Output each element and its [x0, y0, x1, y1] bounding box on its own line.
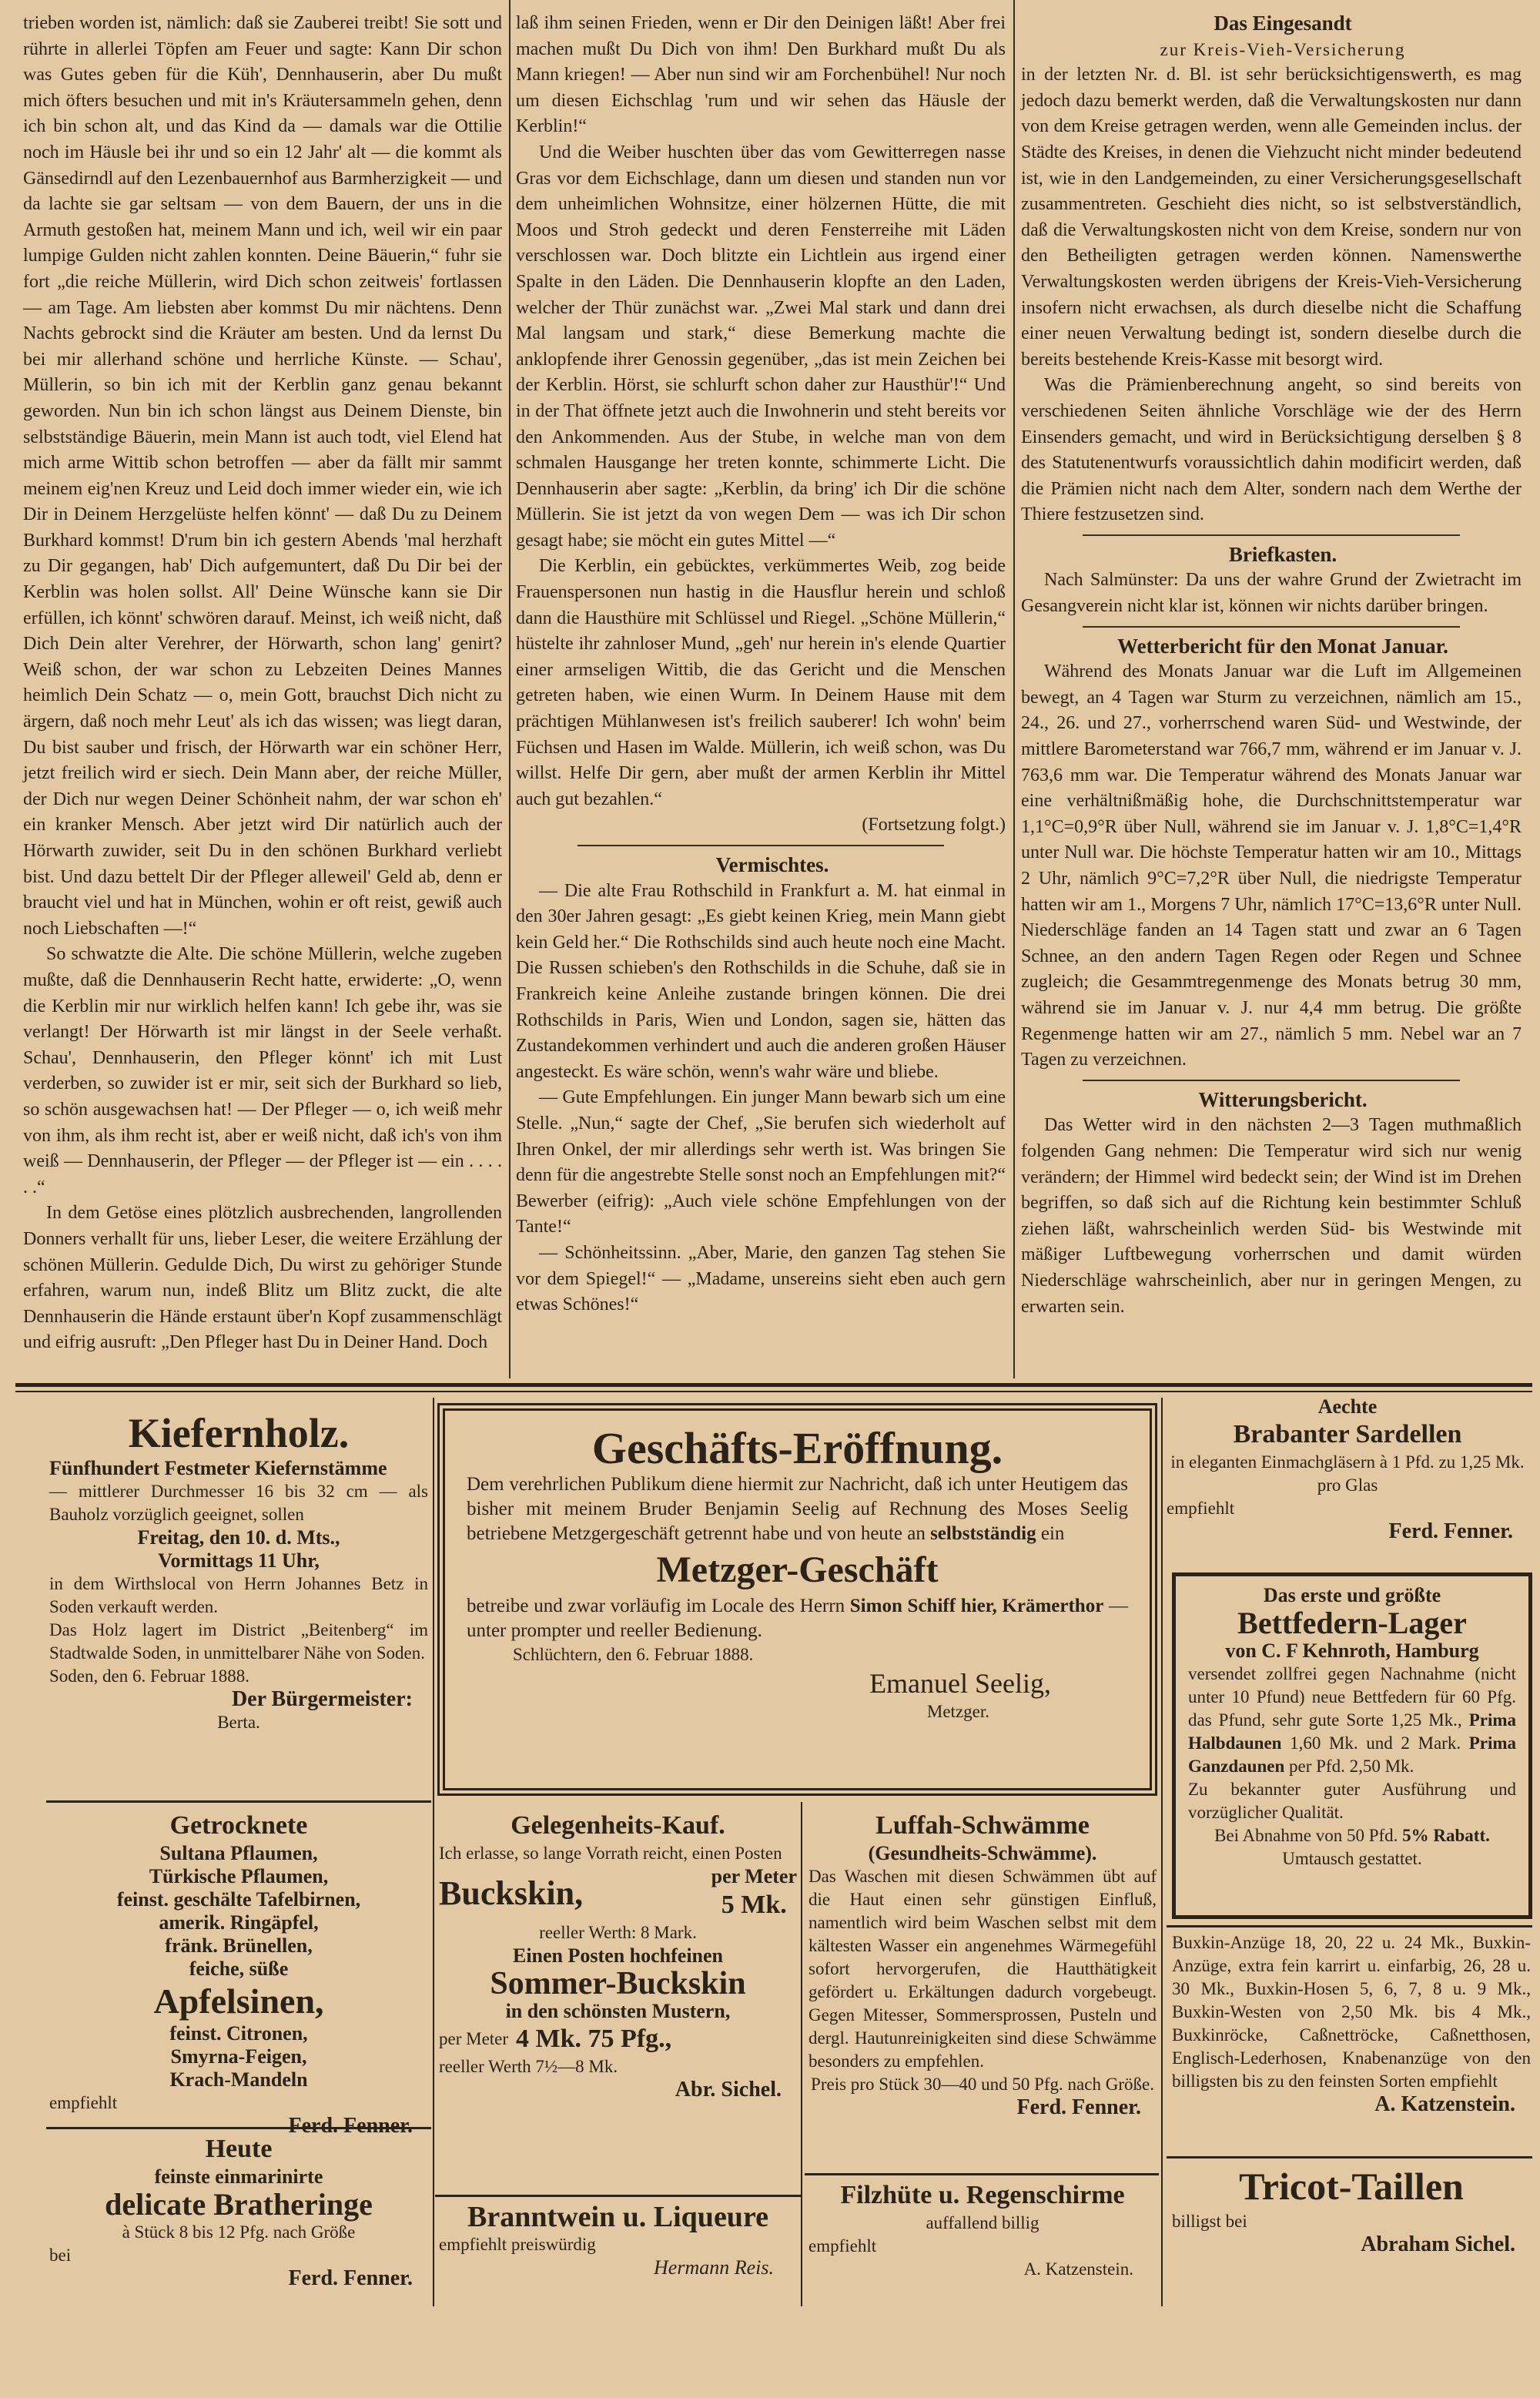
misc-item: — Gute Empfehlungen. Ein junger Mann bewarb sich um eine Stelle. „Nun,“ sagte der Chef, „Sie berufen sich wiederholt auf Ihren Onkel, der mir allerdings sehr werth ist. Was bringen Sie denn für die angestrebte Stelle sonst noch an Empfehlungen mit?“ Bewerber (eifrig): „Auch viele schöne Empfehlungen von der Tante!“ — [516, 1087, 1006, 1238]
story-paragraph: Und die Weiber huschten über das vom Gewitterregen nasse Gras vor dem Eichschlage, dann um diesen und standen nun vor dem unheimlichen Wohnsitze, einer hölzernen Hütte, die mit Moos und Stroh gedeckt und deren Fensterreihe mit Läden verschlossen war. Doch blitzte ein Lichtlein aus irgend einer Spalte in den Läden. Die Dennhauserin klopfte an den Laden, welcher der Thür zunächst war. „Zwei Mal stark und dann drei Mal langsam und stark,“ diese Bemerkung machte die anklopfende ihrer Genossin gegenüber, „das ist mein Zeichen bei der Kerblin. Hörst, sie schlurft schon daher zur Hausthür'!“ Und in der That öffnete jetzt auch die Inwohnerin und steht bereits vor den Ankommenden. Aus der Stube, in welche man von dem schmalen Hausgange her treten konnte, schimmerte Licht. Die Dennhauserin aber sagte: „Kerblin, da bring' ich Dir die schöne Müllerin. Sie ist jetzt da von wegen Dem — was ich Dir schon gesagt habe; sie möcht ein gutes Mittel —“ — [516, 142, 1006, 551]
ad-pre: Aechte — [1317, 1395, 1378, 1418]
page-rule — [15, 1383, 1532, 1387]
misc-heading: Vermischtes. — [715, 853, 829, 876]
ad-signature: A. Katzenstein. — [1023, 2259, 1133, 2279]
ad-place-date: Schlüchtern, den 6. Februar 1888. — [513, 1645, 754, 1664]
ad-item: Smyrna-Feigen, — [170, 2045, 307, 2068]
ad-divider — [433, 1398, 434, 2306]
ad-text: in dem Wirthslocal von Herrn Johannes Betz in Soden verkauft werden. — [49, 1574, 428, 1616]
story-paragraph: trieben worden ist, nämlich: daß sie Zauberei treibt! Sie sott und rührte in allerlei Töpfen am Feuer und sagte: Kann Dir schon was Gutes geben für die Küh', Dennhauserin, aber Du mußt mich öfters besuchen und mit in's Kräutersammeln gehen, denn ich bin schon alt, und das Kind da — damals war die Ottilie noch im Häusle bei ihr und so ein 12 Jahr' alt — die kommt als Gänsedirndl auf den Lezenbauernhof aus Barmherzigkeit — und da lachte sie gar seltsam — von dem Bauern, der uns in die Armuth gestoßen hat, meinem Mann und ich, weil wir ein paar lumpige Gulden nicht zahlen konnten. Deine Bäuerin,“ fuhr sie fort „die reiche Müllerin, wird Dich schon zeitweis' fortlassen — am Tage. Am liebsten aber kommst Du mir nächtens. Denn Nachts gebrockt sind die Kräuter am besten. Und da lernst Du bei mir allerhand schöne und herrliche Künste. — Schau', Müllerin, so bin ich mit der Kerblin ganz genau bekannt geworden. Nun bin ich schon längst aus Deinem Dienste, bin selbstständige Bäuerin, mein Mann ist auch todt, viel Elend hat mich arme Wittib schon betroffen — aber da fällt mir sammt meinem eig'nen Kreuz und Leid doch immer wieder ein, wie ich Dir in Deinem Herzgelüste helfen könnt' — daß Du zu Deinem Burkhard kommst! D'rum bin ich gestern Abends 'mal herzhaft zu Dir gegangen, hab' Dich aufgemuntert, daß Du Dir bei der Kerblin was holen sollst. All' Deine Wünsche kann sie Dir erfüllen, ich könnt' schwören darauf. Meinst, ich weiß nicht, daß Dich Dein alter Verehrer, der Hörwarth, schon lang' genirt? Weiß schon, der war schon zu Lebzeiten Deines Mannes heimlich Dein Schatz — o, mein Gott, brauchst Dich nicht zu ärgern, daß noch mehr Leut' als ich das wissen; was liegt daran, Du bist sauber und frisch, der Hörwarth war ein schöner Herr, jetzt freilich wird er siech. Dein Mann aber, der reiche Müller, der Dich nur wegen Deiner Schönheit nahm, der war schon eh' ein kranker Mensch. Aber jetzt wird Dir natürlich auch der Hörwarth zuwider, seit Du in den schönen Burkhard verliebt bist. Und dazu bettelt Dir der Pfleger alleweil' Geld ab, denn er braucht viel und hat in München, wohin er oft reist, gewiß auch noch Liebschaften —!“ — [23, 13, 502, 939]
witterung-heading: Witterungsbericht. — [1198, 1087, 1368, 1111]
ad-text: Zu bekannter guter Ausführung und vorzüglicher Qualität. — [1188, 1780, 1516, 1822]
ad-item: fränk. Brünellen, — [165, 1934, 313, 1957]
ad-bettfedern — [1172, 1572, 1532, 1919]
page-rule — [15, 1391, 1532, 1392]
story-column-1 — [23, 11, 502, 1356]
ad-highlight: delicate Bratheringe — [105, 2187, 373, 2222]
section-divider — [1083, 626, 1460, 628]
ad-title: Branntwein u. Liqueure — [467, 2201, 768, 2233]
ad-title: Bettfedern-Lager — [1237, 1606, 1467, 1640]
ad-place-date: Soden, den 6. Februar 1888. — [49, 1666, 249, 1686]
ad-text: auffallend billig — [926, 2213, 1040, 2232]
ad-buxkin — [1172, 1931, 1531, 2116]
ad-item: feinst. Citronen, — [169, 2022, 308, 2045]
ad-sardellen — [1167, 1395, 1528, 1543]
ad-divider — [435, 2195, 801, 2197]
ad-title: Gelegenheits-Kauf. — [511, 1811, 725, 1840]
ad-text: in den schönsten Mustern, — [505, 2000, 731, 2022]
ad-text: per Meter — [711, 1865, 797, 1887]
ad-text: empfiehlt preiswürdig — [439, 2235, 596, 2254]
eingesandt-subheading: zur Kreis-Vieh-Versicherung — [1160, 39, 1406, 59]
briefkasten-text: Nach Salmünster: Da uns der wahre Grund der Zwietracht im Gesangverein nicht klar ist, können wir nichts darüber bringen. — [1021, 570, 1522, 617]
ad-geschaefts-eroeffnung — [437, 1403, 1157, 1796]
ad-item: feinst. geschälte Tafelbirnen, — [116, 1888, 361, 1911]
ad-item: Sultana Pflaumen, — [159, 1842, 318, 1864]
ad-luffah — [808, 1810, 1157, 2119]
ad-text: — mittlerer Durchmesser 16 bis 32 cm — als Bauholz vorzüglich geeignet, sollen — [49, 1482, 428, 1524]
ad-time: Vormittags 11 Uhr, — [158, 1549, 320, 1572]
ad-item: feiche, süße — [189, 1958, 289, 1980]
ad-price: Preis pro Stück 30—40 und 50 Pfg. nach Größe. — [811, 2075, 1154, 2094]
section-divider — [578, 845, 944, 846]
ad-text: empfiehlt — [808, 2236, 877, 2256]
ad-price: 5 Mk. — [721, 1891, 787, 1919]
column-divider — [509, 0, 511, 1378]
ad-signature: Abraham Sichel. — [1361, 2232, 1515, 2256]
ad-text: bei — [49, 2246, 72, 2265]
ad-highlight: Apfelsinen, — [153, 1981, 324, 2021]
ad-gelegenheits-kauf — [439, 1810, 797, 2102]
ad-title: Heute — [205, 2135, 273, 2163]
ad-branntwein — [439, 2201, 797, 2279]
ad-text: billigst bei — [1172, 2212, 1247, 2231]
ad-shop-name: Metzger-Geschäft — [656, 1549, 939, 1590]
ad-text: Fünfhundert Festmeter Kiefernstämme — [49, 1457, 387, 1479]
eingesandt-heading: Das Eingesandt — [1214, 12, 1352, 35]
ad-trade: Metzger. — [926, 1702, 989, 1721]
ad-text: — unter prompter und reeller Bedienung. — [467, 1596, 1129, 1641]
story-paragraph: Die Kerblin, ein gebücktes, verkümmertes Weib, zog beide Frauenspersonen nun hastig in die Hausflur herein und schloß dann die Hausthüre mit Schlüssel und Riegel. „Schöne Müllerin,“ hüstelte ihr zahnloser Mund, „geh' nur herein in's elende Quartier einer armseligen Wittib, die das Gericht und die Menschen getreten haben, wie einen Wurm. In Deinem Hause mit dem prächtigen Mühlanwesen ist's freilich sauberer! Ich wohn' beim Füchsen und Hasen im Walde. Müllerin, ich weiß schon, was Du willst. Helfe Dir gern, aber mußt der armen Kerblin ihr Mittel auch gut bezahlen.“ — [516, 556, 1006, 809]
ad-signature: Ferd. Fenner. — [288, 2114, 413, 2138]
ad-pre: Das erste und größte — [1263, 1584, 1441, 1606]
ad-text: Umtausch gestattet. — [1282, 1849, 1422, 1868]
ad-text: Buxkin-Anzüge 18, 20, 22 u. 24 Mk., Buxkin-Anzüge, extra fein karrirt u. einfarbig, 26, 28 u. 30 Mk., Buxkin-Hosen 5, 6, 7, 8 u. 9 Mk., Buxkin-Westen von 2,50 Mk. bis 4 Mk., Buxkinröcke, Caßnettröcke, Caßnetthosen, Englisch-Lederhosen, Knabenanzüge von den billigsten bis zu den feinsten Sorten empfiehlt — [1172, 1933, 1531, 2091]
ad-signature: Ferd. Fenner. — [288, 2266, 413, 2290]
ad-signature: Emanuel Seelig, — [869, 1668, 1051, 1699]
ad-getrocknete — [49, 1810, 428, 2138]
briefkasten-heading: Briefkasten. — [1228, 542, 1337, 566]
ad-item: Krach-Mandeln — [169, 2068, 308, 2091]
ad-text-bold: Simon Schiff hier, Krämerthor — [849, 1596, 1104, 1616]
ad-text: versendet zollfrei gegen Nachnahme (nicht unter 10 Pfund) neue Bettfedern für 60 Pfg. das Pfund, sehr gute Sorte 1,25 Mk., — [1188, 1664, 1516, 1730]
story-paragraph: In dem Getöse eines plötzlich ausbrechenden, langrollenden Donners verhallt für uns, lieber Leser, die weitere Erzählung der schönen Müllerin. Gedulde Dich, Du wirst zu gehöriger Stunde erfahren, warum nun, indeß Blitz um Blitz zuckt, die alte Dennhauserin die Hände erstaunt über'n Kopf zusammenschlägt und eifrig ausruft: „Den Pfleger hast Du in Deiner Hand. Doch — [23, 1203, 502, 1353]
ad-date: Freitag, den 10. d. Mts., — [137, 1526, 340, 1549]
ad-title: Brabanter Sardellen — [1233, 1420, 1462, 1449]
ad-text: Dem verehrlichen Publikum diene hiermit zur Nachricht, daß ich unter Heutigem das bisher mit meinem Bruder Benjamin Seelig auf Rechnung des Moses Seelig betriebene Metzgergeschäft getrennt habe und von heute an — [467, 1474, 1128, 1544]
ad-text: feinste einmarinirte — [154, 2165, 323, 2188]
ad-price: 4 Mk. 75 Pfg., — [516, 2025, 672, 2053]
ad-signature-name: Berta. — [217, 1713, 260, 1732]
ad-title: Luffah-Schwämme — [875, 1811, 1090, 1840]
misc-item: — Schönheitssinn. „Aber, Marie, den ganzen Tag stehen Sie vor dem Spiegel!“ — „Madame, unsereins sieht eben auch gern etwas Schönes!“ — [516, 1242, 1006, 1315]
ad-heute-bratheringe — [49, 2133, 428, 2290]
ad-product: Sommer-Buckskin — [490, 1966, 746, 2001]
ad-signature: Hermann Reis. — [654, 2256, 774, 2279]
news-column-3 — [1021, 11, 1522, 1320]
misc-item: — Die alte Frau Rothschild in Frankfurt a. M. hat einmal in den 30er Jahren gesagt: „Es giebt keinen Krieg, mein Mann giebt kein Geld her.“ Die Rothschilds sind auch heute noch eine Macht. Die Russen schieben's den Rothschilds in die Schuhe, daß sie in Frankreich keine Anleihe zustande bringen können. Die drei Rothschilds in Paris, Wien und London, sagen sie, hätten das Zustandekommen verhindert und auch die anderen großen Häuser angesteckt. Es wäre schön, wenn's wahr wäre und bliebe. — [516, 880, 1006, 1082]
story-column-2 — [516, 11, 1006, 1318]
wetter-text: Während des Monats Januar war die Luft im Allgemeinen bewegt, an 4 Tagen war Sturm zu verzeichnen, nämlich am 15., 24., 26. und 27., vorherrschend waren Süd- und Westwinde, der mittlere Barometerstand war 766,7 mm, während er im Januar v. J. 763,6 mm war. Die Temperatur während des Monats Januar war eine verhältnißmäßig hohe, die Durchschnittstemperatur war 1,1°C=0,9°R über Null, während sie im Januar v. J. 1,8°C=1,4°R unter Null war. Die höchste Temperatur hatten wir am 10., Mittags 2 Uhr, nämlich 9°C=7,2°R über Null, die niedrigste Temperatur hatten wir am 1., Morgens 7 Uhr, nämlich 17°C=13,6°R unter Null. Niederschläge fanden an 14 Tagen statt und zwar an 6 Tagen Schnee, an den andern Tagen Regen oder Regen und Schnee zugleich; die Gesammtregenmenge des Monats betrug 30 mm, während sie im Januar v. J. nur 4,4 mm betrug. Die größte Regenmenge hatten wir am 27., nämlich 5 mm. Nebel war an 7 Tagen zu verzeichnen. — [1021, 661, 1522, 1070]
ad-tricot — [1172, 2162, 1531, 2256]
ad-text-bold: Prima Halbdaunen — [1188, 1710, 1517, 1753]
continued-note: (Fortsetzung folgt.) — [862, 815, 1006, 836]
ad-text: Einen Posten hochfeinen — [512, 1944, 724, 1967]
story-paragraph: So schwatzte die Alte. Die schöne Müllerin, welche zugeben mußte, daß die Dennhauserin Recht hatte, erwiderte: „O, wenn die Kerblin mir nur wirklich helfen kann! Ich gebe ihr, was sie verlangt! Der Hörwarth ist mir längst in der Seele verhaßt. Schau', Dennhauserin, den Pfleger könnt' ich mit Lust verderben, so zuwider ist er mir, seit sich der Burkhard so lieb, so schön ausgewachsen hat! — Der Pfleger — o, ich weiß mehr von ihm, als ihm recht ist, aber er weiß nicht, daß ich's von ihm weiß — Dennhauserin, der Pfleger — der Pfleger ist — ein . . . . . .“ — [23, 944, 502, 1197]
ad-text-bold: 5% Rabatt. — [1402, 1826, 1490, 1845]
witterung-text: Das Wetter wird in den nächsten 2—3 Tagen muthmaßlich folgenden Gang nehmen: Die Temperatur wird sich nur wenig verändern; der Himmel wird bedeckt sein; der Wind ist im Drehen begriffen, so daß sich auf die Richtung kein bestimmter Schluß ziehen läßt, wahrscheinlich werden Süd- bis Westwinde mit mäßiger Luftbewegung vorherrschen und damit würden Niederschläge wahrscheinlich, aber nur in geringen Mengen, zu erwarten sein. — [1021, 1115, 1522, 1317]
ad-text: ein — [1040, 1523, 1065, 1544]
ad-signature: Der Bürgermeister: — [231, 1687, 413, 1711]
ad-item: Türkische Pflaumen, — [149, 1865, 329, 1887]
ad-title: Filzhüte u. Regenschirme — [840, 2181, 1125, 2209]
wetter-heading: Wetterbericht für den Monat Januar. — [1117, 634, 1448, 658]
ad-worth: reeller Werth: 8 Mark. — [539, 1923, 697, 1942]
ad-filzhuete — [808, 2179, 1157, 2281]
ad-signature: Ferd. Fenner. — [1388, 1519, 1513, 1543]
ad-signature: A. Katzenstein. — [1374, 2092, 1515, 2116]
ad-text: Das Holz lagert im District „Beitenberg“ im Stadtwalde Soden, in unmittelbarer Nähe von Soden. — [49, 1620, 428, 1663]
ad-text: empfiehlt — [1167, 1499, 1235, 1518]
ad-kiefernholz — [49, 1409, 428, 1734]
section-divider — [1083, 1080, 1460, 1081]
story-paragraph: laß ihm seinen Frieden, wenn er Dir den Deinigen läßt! Aber frei machen mußt Du Dich von ihm! Den Burkhard mußt Du als Mann kriegen! — Aber nun sind wir am Forchenbühel! Nur noch um diesen Eichschlag 'rum und wir sehen das Häusle der Kerblin!“ — [516, 13, 1006, 137]
eingesandt-paragraph: in der letzten Nr. d. Bl. ist sehr berücksichtigenswerth, es mag jedoch dazu bemerkt werden, daß die Verwaltungskosten nur dann von dem Kreise getragen werden, wenn alle Gemeinden inclus. der Städte des Kreises, in denen die Viehzucht nicht minder bedeutend ist, wie in den Landgemeinden, zu einer Versicherungsgesellschaft zusammentreten. Geschieht dies nicht, so ist selbstverständlich, daß die Verwaltungskosten nicht von dem Kreise, sondern nur von den Betheiligten getragen werden können. Namenswerthe Verwaltungskosten werden übrigens der Kreis-Vieh-Versicherung insofern nicht erwachsen, als durch dieselbe nicht die Schaffung einer neuen Verwaltung bedingt ist, sondern dieselbe durch die bereits bestehende Kreis-Kasse mit besorgt wird. — [1021, 65, 1522, 370]
ad-from: von C. F Kehnroth, Hamburg — [1225, 1639, 1479, 1662]
section-divider — [1083, 534, 1460, 536]
ad-title: Geschäfts-Eröffnung. — [591, 1423, 1003, 1473]
ad-worth: reeller Werth 7½—8 Mk. — [439, 2057, 618, 2076]
ad-text: Ich erlasse, so lange Vorrath reicht, einen Posten — [439, 1844, 782, 1863]
ad-divider — [1161, 1398, 1163, 2306]
ad-title: Tricot-Taillen — [1239, 2165, 1464, 2208]
ad-product: Buckskin, — [439, 1874, 584, 1912]
ad-text: à Stück 8 bis 12 Pfg. nach Größe — [122, 2222, 356, 2242]
ad-text-bold: selbstständig — [930, 1523, 1036, 1544]
ad-text: empfiehlt — [49, 2093, 118, 2112]
ad-text: betreibe und zwar vorläufig im Locale des Herrn — [467, 1596, 845, 1616]
ad-subtitle: (Gesundheits-Schwämme). — [868, 1842, 1097, 1864]
ad-signature: Abr. Sichel. — [675, 2078, 782, 2102]
eingesandt-paragraph: Was die Prämienberechnung angeht, so sind bereits von verschiedenen Seiten ähnliche Vorschläge wie der des Herrn Einsenders gemacht, und wird in Berücksichtigung derselben § 8 des Statutenentwurfs voraussichtlich dahin modificirt werden, daß die Prämien nicht nach dem Alter, sondern nach dem Werthe der Thiere festzusetzen sind. — [1021, 375, 1522, 525]
ad-item: amerik. Ringäpfel, — [159, 1911, 319, 1934]
ad-text: in eleganten Einmachgläsern à 1 Pfd. zu 1,25 Mk. pro Glas — [1170, 1452, 1525, 1495]
ad-divider — [801, 1802, 802, 2306]
ad-divider — [1167, 1925, 1532, 1927]
ad-text: Das Waschen mit diesen Schwämmen übt auf die Haut einen sehr günstigen Einfluß, namentlich wird beim Waschen selbst mit dem kältesten Wasser ein angenehmes Wärmegefühl sofort hervorgerufen, die Hautthätigkeit gefördert u. Erkältungen dadurch vorgebeugt. Gegen Mitesser, Sommersprossen, Pusteln und dergl. Hautunreinigkeiten sind diese Schwämme besonders zu empfehlen. — [808, 1867, 1157, 2071]
ad-divider — [805, 2173, 1159, 2175]
ad-signature: Ferd. Fenner. — [1016, 2095, 1141, 2119]
ad-divider — [1167, 2156, 1532, 2159]
ad-text: per Meter — [439, 2029, 509, 2048]
ad-title: Kiefernholz. — [128, 1410, 350, 1456]
ad-text: per Pfd. 2,50 Mk. — [1289, 1757, 1414, 1776]
ad-text-bold: Prima Ganzdaunen — [1188, 1733, 1517, 1776]
ad-divider — [46, 1800, 431, 1803]
ad-title: Getrocknete — [169, 1811, 308, 1840]
ad-text: Bei Abnahme von 50 Pfd. — [1214, 1826, 1398, 1845]
column-divider — [1013, 0, 1015, 1378]
ad-text: 1,60 Mk. und 2 Mark. — [1290, 1733, 1461, 1753]
